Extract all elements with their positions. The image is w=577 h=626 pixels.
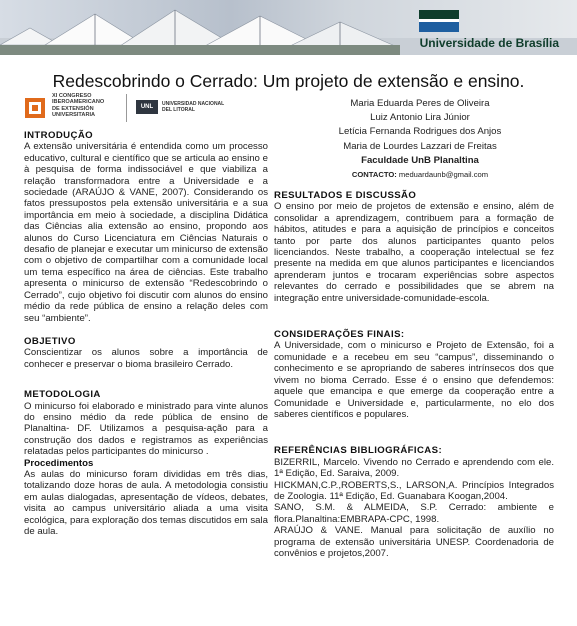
subheading-procedimentos: Procedimentos [24,457,94,469]
left-column [24,130,268,537]
right-column [274,190,554,559]
unl-mark-icon: UNL [136,100,158,114]
section-heading-metodologia: METODOLOGIA [24,389,101,401]
objetivo-text: Conscientizar os alunos sobre a importância de conhecer e preservar o bioma brasileiro Cerrado. [24,347,268,370]
metodologia-text: O minicurso foi elaborado e ministrado para vinte alunos do ensino médio da rede pública de ensino de Planaltina- DF. Utilizamos a pesquisa-ação para a construção dos dados e registramos as experiências relatadas pelos participantes do minicurso . [24,400,268,458]
section-heading-consideracoes: CONSIDERAÇÕES FINAIS: [274,329,405,341]
header-banner [0,0,577,55]
congress-logo-text: XI CONGRESO IBEROAMERICANO DE EXTENSIÓN UNIVERSITARIA [52,93,105,119]
page-title: Redescobrindo o Cerrado: Um projeto de extensão e ensino. [52,71,525,91]
introducao-text: A extensão universitária é entendida como um processo educativo, cultural e científico que se articula ao ensino e à pesquisa de forma indissociável e que viabiliza a relação transformadora entre a Universidade e a sociedade (ARAÚJO & VANE, 2007). Considerando os fatos pressupostos pela extensão universitária e a sua importância em meio à sociedade, a disciplina Didática das Ciências alia extensão ao ensino, propondo aos alunos do Curso Licenciatura em Ciências Naturais o desafio de planejar e executar um minicurso de extensão com o objetivo de compartilhar com a comunidade local um tema específico na área de ciências. Este trabalho apresenta o minicurso de extensão “Redescobrindo o Cerrado”, cujo objetivo foi discutir com alunos do ensino médio da rede pública de ensino a relação deles com seu “ambiente”. [24,141,268,324]
unl-logo [132,92,242,124]
reference-item: BIZERRIL, Marcelo. Vivendo no Cerrado e aprendendo com ele. 1ª Edição, Ed. Saraiva, 2009. [274,456,554,480]
author-name: Maria de Lourdes Lazzari de Freitas [343,140,497,152]
author-name: Letícia Fernanda Rodrigues dos Anjos [338,126,502,138]
reference-item: SANO, S.M. & ALMEIDA, S.P. Cerrado: ambiente e flora.Planaltina:EMBRAPA-CPC, 1998. [274,502,554,525]
author-name: Maria Eduarda Peres de Oliveira [350,98,490,109]
unl-logo-text: UNIVERSIDAD NACIONAL DEL LITORAL [162,101,225,113]
section-heading-resultados: RESULTADOS E DISCUSSÃO [274,190,417,201]
institution: Faculdade UnB Planaltina [361,154,479,166]
section-heading-referencias: REFERÊNCIAS BIBLIOGRÁFICAS: [274,445,443,457]
procedimentos-text: As aulas do minicurso foram divididas em três dias, totalizando doze horas de aula. A metodologia consistiu em aulas dialogadas, apresentação de vídeos, debates, visita ao campus universitário aliada a uma visita ecológica, para exploração dos temas discutidos em sala de aula. [24,468,268,537]
section-heading-objetivo: OBJETIVO [24,335,76,347]
unb-mark-icon [419,10,459,32]
consideracoes-text: A Universidade, com o minicurso e Projeto de Extensão, foi a comunidade e a recebeu em seu “campus”, disseminando o conhecimento e se apropriando de saberes intrínsecos dos que vivem no bioma Cerrado. Esse é o ensino que defendemos: aquele que emancipa e que emerge da cooperação entre a Comunidade e Universidade e, particularmente, no elo dos saberes científicos e populares. [274,340,554,420]
contact-line [300,168,540,182]
reference-item: ARAÚJO & VANE. Manual para solicitação de auxílio no programa de extensão universitária UNESP. Coordenadoria de convênios e projetos,2007. [274,525,554,559]
reference-item: HICKMAN,C.P.,ROBERTS,S., LARSON,A. Princípios Integrados de Zoologia. 11ª Edição, Ed. Guanabara Koogan,2004. [274,479,554,502]
contact-label: CONTACTO: [351,170,397,180]
authors-block [300,97,540,182]
congress-mark-icon [22,95,48,121]
university-name: Universidade de Brasília [419,36,559,50]
unb-logo [419,10,569,50]
sponsor-logos [22,92,242,124]
congress-logo [22,92,122,124]
resultados-text: O ensino por meio de projetos de extensão e ensino, além de consolidar a aprendizagem, contribuem para a formação de hábitos, atitudes e para a aquisição de princípios e conceitos tanto por parte dos alunos participantes quanto pelos licenciandos. Neste trabalho, a cooperação intelectual se fez presente na medida em que alunos participantes e licenciandos aprenderam juntos e trocaram experiências sobre aspectos relevantes do cerrado e possibilidades que se abrem na integração entre universidade-comunidade-escola. [274,201,554,304]
author-name: Luiz Antonio Lira Júnior [370,112,470,124]
section-heading-introducao: INTRODUÇÃO [24,130,94,141]
logo-divider [126,94,127,122]
contact-email[interactable]: meduardaunb@gmail.com [398,170,489,180]
